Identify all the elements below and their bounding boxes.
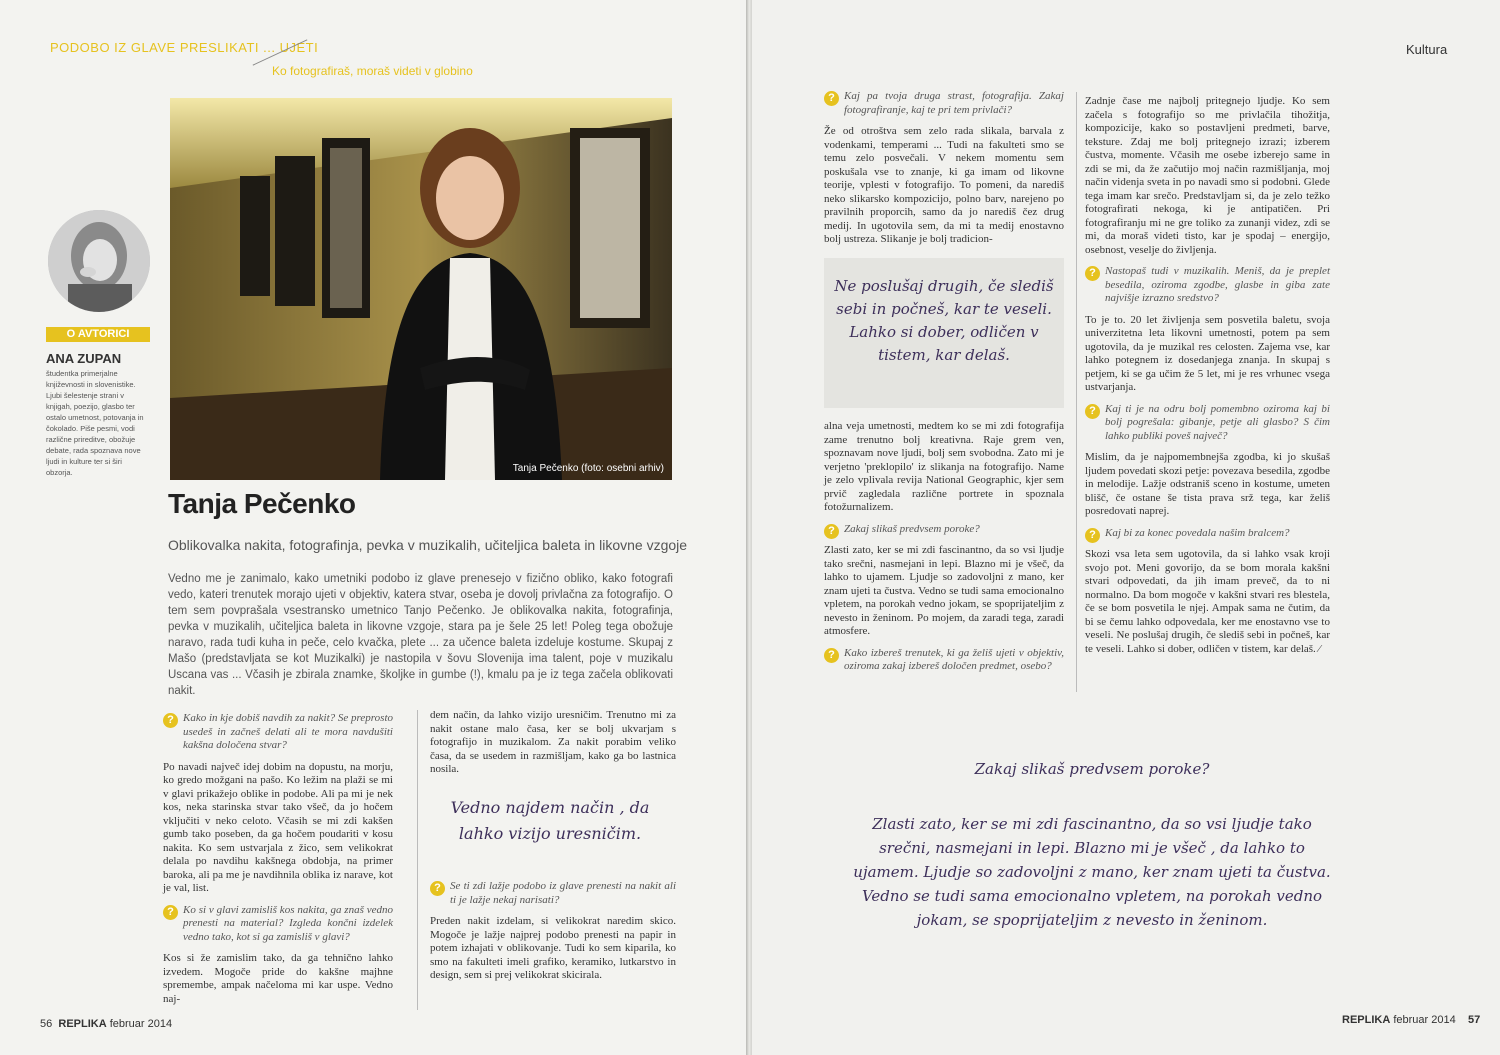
- question-icon: ?: [430, 881, 445, 896]
- bottom-quote-body: Zlasti zato, ker se mi zdi fascinantno, da so vsi ljudje tako srečni, nasmejani in lepi. Blazno mi je všeč , da lahko to ujamem. Ljudje so zadovoljni z mano, ker znam ujeti ta čustva. Vedno se tudi sama emocionalno vpletem, na porokah vedno jokam, se spoprijateljim z nevesto in ženinom.: [853, 815, 1331, 929]
- right-page: [752, 0, 1500, 1055]
- bottom-quote-title: Zakaj slikaš predvsem poroke?: [974, 760, 1210, 778]
- photo-caption: Tanja Pečenko (foto: osebni arhiv): [512, 463, 664, 474]
- question: ? Kako in kje dobiš navdih za nakit? Se preprosto usedeš in začneš delati ali te mora navdušiti kakšna določena stvar?: [163, 712, 393, 753]
- right-column-2: [1085, 95, 1330, 664]
- pull-quote: Vedno najdem način , da lahko vizijo uresničim.: [450, 798, 650, 843]
- left-column-2b: [430, 880, 676, 991]
- question: ? Zakaj slikaš predvsem poroke?: [824, 523, 1064, 537]
- question-icon: ?: [1085, 404, 1100, 419]
- answer: Skozi vsa leta sem ugotovila, da si lahko vsak kroji svojo pot. Meni govorijo, da se bom morala kakšni stvari odpovedati, da jih imam preveč, da to ni normalno. Da bom mogoče v kakšni stvari res blestela, če se bom posvetila le njej. Ampak sama ne čutim, da bi se čemu lahko odpovedala, ker me enostavno vse to veseli. Ne poslušaj drugih, če slediš sebi in počneš, kar te veseli. Lahko si dober, odličen v tistem, kar delaš. ⁄: [1085, 548, 1330, 655]
- question-icon: ?: [163, 713, 178, 728]
- pull-quote: Ne poslušaj drugih, če slediš sebi in počneš, kar te veseli. Lahko si dober, odličen v tistem, kar delaš.: [834, 277, 1054, 364]
- column-divider: [417, 710, 418, 1010]
- question-icon: ?: [824, 524, 839, 539]
- answer: To je to. 20 let življenja sem posvetila baletu, svoja univerzitetna leta likovni umetnosti, potem pa sem ugotovila, da je muzikal res celosten. Zajema vse, kar lahko potegnem iz dosedanjega znanja. In skupaj s petjem, ki se ga učim že 5 let, mi je res vrhunec vsega ustvarjanja.: [1085, 313, 1330, 393]
- answer: Kos si že zamislim tako, da ga tehnično lahko izvedem. Mogoče pride do kakšne majhne spremembe, ampak načeloma mi kar uspe. Vedno naj-: [163, 952, 393, 1005]
- left-column-1: [163, 712, 393, 1014]
- answer: Zadnje čase me najbolj pritegnejo ljudje. Ko sem začela s fotografijo so me privlačila tihožitja, kompozicije, kako so postavljeni predmeti, barve, teksture. Zdaj me bolj pritegnejo izrazi; izberem čustva, momente. Včasih me osebe izberejo same in zdi se mi, da že začutijo moj način razmišljanja, moj način videnja sveta in po navadi smo si podobni. Glede tega imam kar srečo. Predstavljam si, da je zelo težko fotografirati nekoga, ki je antipatičen. Pri fotografiranju mi ne gre toliko za zunanji videz, zdi se mi, da moraš videti tisto, kar je spodaj – energijo, osebnost, veselje do življenja.: [1085, 95, 1330, 256]
- answer: Že od otroštva sem zelo rada slikala, barvala z vodenkami, temperami ... Tudi na fakulteti smo se temu zelo posvečali. V nekem momentu sem poskušala vse to znanje, ki ga imam od likovne teorije, vplesti v fotografijo. To pomeni, da narediš neko slikarsko kompozicijo, polno barv, narejeno po pravilnih proporcih, samo da jo narediš čez drug medij. In ugotovila sem, da mi ta medij enostavno bolj ustreza. Slikanje je bolj tradicion-: [824, 125, 1064, 245]
- author-portrait-icon: [48, 210, 150, 312]
- answer: Preden nakit izdelam, si velikokrat naredim skico. Mogoče je lažje najprej podobo prenesti na papir in potem izhajati v oblikovanje. Tudi ko sem kiparila, ko smo na fakulteti imeli grafiko, keramiko, lutkarstvo in design, sem si prej velikokrat skicirala.: [430, 915, 676, 981]
- question-icon: ?: [824, 648, 839, 663]
- answer: Po navadi največ idej dobim na dopustu, na morju, ko gredo možgani na pašo. Ko ležim na plaži se mi v glavi prikažejo oblike in podobe. Ali pa mi je nek kos, neka starinska stvar tako všeč, da jo hočem vključiti v neko celoto. Včasih se mi zdi kakšen gumb tako poseben, da ga hočem poudariti v kosu nakita. Ko sem ustvarjala z žico, sem velikokrat delala po navdihu kakšnega obdobja, na primer baroka, ali pa me je navdihnila oblika iz narave, kot je val, list.: [163, 760, 393, 894]
- author-avatar: [48, 210, 150, 312]
- kicker-sub: Ko fotografiraš, moraš videti v globino: [272, 64, 473, 78]
- section-label: Kultura: [1406, 42, 1448, 57]
- right-column-1b: [824, 420, 1064, 682]
- right-folio: REPLIKA februar 2014 57: [1342, 1014, 1481, 1026]
- author-tag: O AVTORICI: [46, 327, 150, 342]
- question-icon: ?: [163, 905, 178, 920]
- article-title: Tanja Pečenko: [168, 488, 356, 519]
- kicker: PODOBO IZ GLAVE PRESLIKATI ... UJETI: [50, 40, 319, 55]
- question: ? Nastopaš tudi v muzikalih. Meniš, da je preplet besedila, oziroma zgodbe, glasbe in giba zate najvišje izrazno sredstvo?: [1085, 265, 1330, 306]
- left-column-2: [430, 709, 676, 785]
- portrait-photo-icon: [170, 98, 672, 480]
- question-icon: ?: [1085, 528, 1100, 543]
- answer: alna veja umetnosti, medtem ko se mi zdi fotografija zame trenutno bolj kreativna. Raje grem ven, spoznavam nove ljudi, bolj sem svobodna. Zato mi je verjetno 'preklopilo' iz slikanja na fotografijo. Name je zelo vplivala revija National Geographic, kjer sem prvič zagledala različne portrete in spoznala fotožurnalizem.: [824, 420, 1064, 513]
- question: ? Se ti zdi lažje podobo iz glave prenesti na nakit ali ti je lažje nekaj narisati?: [430, 880, 676, 907]
- article-intro: Vedno me je zanimalo, kako umetniki podobo iz glave prenesejo v fizično obliko, kako fotografi vedo, kateri trenutek morajo ujeti v objektiv, katera stvar, oseba je dovolj privlačna za fotografijo. O tem sem povprašala vsestransko umetnico Tanjo Pečenko. Je oblikovalka nakita, fotografinja, pevka v muzikalih, učiteljica baleta in likovne vzgoje, stara pa je šele 25 let! Poleg tega obožuje naravo, rada tudi kuha in peče, celo kvačka, plete ... za učence baleta izdeluje kostume. Skupaj z Mašo (predstavljata se kot Muzikalki) je nastopila v šovu Slovenija ima talent, poje v muzikalu Uscana vas ... Včasih je zbirala znamke, školjke in gumbe (!), kmalu pa je iz tega začela oblikovati nakit.: [168, 573, 673, 697]
- question-icon: ?: [824, 91, 839, 106]
- question: ? Kaj pa tvoja druga strast, fotografija. Zakaj fotografiranje, kaj te pri tem privlači?: [824, 90, 1064, 117]
- left-page: [0, 0, 748, 1055]
- article-subtitle: Oblikovalka nakita, fotografinja, pevka v muzikalih, učiteljica baleta in likovne vzgoje: [168, 537, 688, 553]
- question: ? Ko si v glavi zamisliš kos nakita, ga znaš vedno prenesti na material? Izgleda končni izdelek vedno tako, kot si ga zamisliš v glavi?: [163, 904, 393, 945]
- question: ? Kaj ti je na odru bolj pomembno oziroma kaj bi bolj pogrešala: gibanje, petje ali glasbo? S čim lahko publiki poveš največ?: [1085, 403, 1330, 444]
- author-name: ANA ZUPAN: [46, 351, 122, 366]
- answer: Mislim, da je najpomembnejša zgodba, ki jo skušaš ljudem povedati skozi petje: povezava besedila, zgodbe in melodije. Lažje odstraniš sceno in kostume, umeten blišč, če ostane še tista prava srž tega, kar želiš posredovati naprej.: [1085, 451, 1330, 517]
- answer: Zlasti zato, ker se mi zdi fascinantno, da so vsi ljudje tako srečni, nasmejani in lepi. Blazno mi je všeč, da lahko to ujamem. Ljudje so zadovoljni z mano, ker znam ujeti ta čustva. Vedno se tudi sama emocionalno vpletem, na porokah vedno jokam, se spoprijateljim z nevesto in ženinom. Po mojem, da zaradi tega, zaradi atmosfere.: [824, 544, 1064, 637]
- question: ? Kako izbereš trenutek, ki ga želiš ujeti v objektiv, oziroma zakaj izbereš določen predmet, osebo?: [824, 647, 1064, 674]
- author-bio: študentka primerjalne književnosti in slovenistike. Ljubi šelestenje strani v knjigah, poezijo, glasbo ter ostalo umetnost, potovanja in čokolado. Piše pesmi, vodi različne prireditve, obožuje debate, rada spoznava nove ljudi in kulture ter si širi obzorja.: [46, 369, 144, 477]
- answer: dem način, da lahko vizijo uresničim. Trenutno mi za nakit ostane malo časa, ker se bolj ukvarjam s fotografijo in muzikalom. Za nakit porabim veliko časa, da se usedem in razmišljam, kako ga bo lastnica nosila.: [430, 709, 676, 775]
- main-photo: [170, 98, 672, 480]
- left-folio: 56 REPLIKA februar 2014: [40, 1018, 173, 1030]
- question-icon: ?: [1085, 266, 1100, 281]
- right-column-1: [824, 90, 1064, 255]
- column-divider: [1076, 92, 1077, 692]
- question: ? Kaj bi za konec povedala našim bralcem?: [1085, 527, 1330, 541]
